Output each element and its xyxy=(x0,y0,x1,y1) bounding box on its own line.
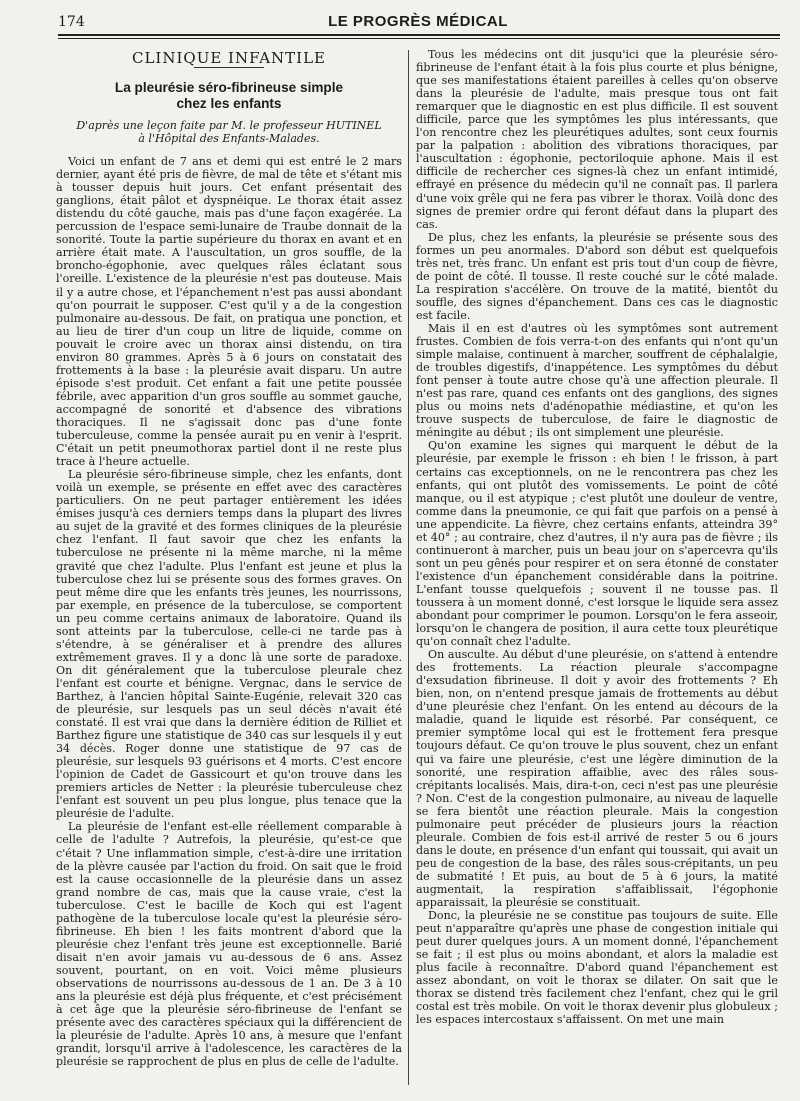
paragraph: La pleurésie de l'enfant est-elle réellement comparable à celle de l'adulte ? Autrefois, la pleurésie, qu'est-ce que c'était ? Une inflammation simple, c'est-à-dire une irritation de la plèvre causée par l'action du froid. On sait que le froid est la cause occasionnelle de la pleurésie dans un assez grand nombre de cas, mais que la cause vraie, c'est la tuberculose. C'est le bacille de Koch qui est l'agent pathogène de la tuberculose locale qu'est la pleurésie séro-fibrineuse. Eh bien ! les faits montrent d'abord que la pleurésie chez l'enfant très jeune est exceptionnelle. Barié disait n'en avoir jamais vu au-dessous de 6 ans. Assez souvent, pourtant, on en voit. Voici même plusieurs observations de nourrissons au-dessous de 1 an. De 3 à 10 ans la pleurésie est déjà plus fréquente, et c'est précisément à cet âge que la pleurésie séro-fibrineuse de l'enfant se présente avec des caractères spéciaux qui la différencient de la pleurésie de l'adulte. Après 10 ans, à mesure que l'enfant grandit, lorsqu'il arrive à l'adolescence, les caractères de la pleurésie se rapprochent de plus en plus de celle de l'adulte. xyxy=(56,820,402,1069)
paragraph: Qu'on examine les signes qui marquent le début de la pleurésie, par exemple le frisson : eh bien ! le frisson, à part certains cas exceptionnels, on ne le rencontrera pas chez les enfants, qui ont plutôt des vomissements. Le point de côté manque, ou il est atypique ; c'est plutôt une douleur de ventre, comme dans la pneumonie, ce qui fait que parfois on a pensé à une appendicite. La fièvre, chez certains enfants, atteindra 39° et 40° ; au contraire, chez d'autres, il n'y aura pas de fièvre ; ils continueront à marcher, puis un beau jour on s'apercevra qu'ils sont un peu gênés pour respirer et on sera étonné de constater l'existence d'un épanchement considérable dans la poitrine. L'enfant tousse quelquefois ; souvent il ne tousse pas. Il toussera à un moment donné, c'est lorsque le liquide sera assez abondant pour comprimer le poumon. Lorsqu'on le fera asseoir, lorsqu'on le changera de position, il aura cette toux pleurétique qu'on connaît chez l'adulte. xyxy=(416,439,778,649)
section-title-rule xyxy=(194,67,264,68)
article-title xyxy=(56,80,402,112)
article-byline xyxy=(56,120,402,145)
paragraph: On ausculte. Au début d'une pleurésie, on s'attend à entendre des frottements. La réaction pleurale s'accompagne d'exsudation fibrineuse. Il doit y avoir des frottements ? Eh bien, non, on n'entend presque jamais de frottements au début d'une pleurésie chez l'enfant. On les entend au décours de la maladie, quand le liquide est résorbé. Par conséquent, ce premier symptôme local qui est le frottement fera presque toujours défaut. Ce qu'on trouve le plus souvent, chez un enfant qui va faire une pleurésie, c'est une légère diminution de la sonorité, une respiration affaiblie, avec des râles sous-crépitants localisés. Mais, dira-t-on, ceci n'est pas une pleurésie ? Non. C'est de la congestion pulmonaire, au niveau de laquelle se fera bientôt une réaction pleurale. Mais la congestion pulmonaire peut précéder de plusieurs jours la réaction pleurale. Combien de fois est-il arrivé de rester 5 ou 6 jours dans le doute, en présence d'un enfant qui toussait, qui avait un peu de congestion de la base, des râles sous-crépitants, un peu de submatité ! Et puis, au bout de 5 à 6 jours, la matité augmentait, la respiration s'affaiblissait, l'égophonie apparaissait, la pleurésie se constituait. xyxy=(416,648,778,910)
paragraph: Tous les médecins ont dit jusqu'ici que la pleurésie séro-fibrineuse de l'enfant était à la fois plus courte et plus bénigne, que ses manifestations étaient pareilles à celles qu'on observe dans la pleurésie de l'adulte, mais presque tous ont fait remarquer que le diagnostic en est plus difficile. Il est souvent difficile, parce que les symptômes les plus intéressants, que l'on rencontre chez les pleurétiques adultes, sont ceux fournis par la palpation : abolition des vibrations thoraciques, par l'auscultation : égophonie, pectoriloquie aphone. Mais il est difficile de rechercher ces signes-là chez un enfant intimidé, effrayé en présence du médecin qu'il ne connaît pas. Il parlera d'une voix grêle qui ne fera pas vibrer le thorax. Voilà donc des signes de premier ordre qui feront défaut dans la plupart des cas. xyxy=(416,48,778,231)
article-title-line-2: chez les enfants xyxy=(176,96,282,112)
page-header xyxy=(58,12,778,32)
paragraph: Voici un enfant de 7 ans et demi qui est entré le 2 mars dernier, ayant été pris de fièvre, de mal de tête et s'étant mis à tousser depuis huit jours. Cet enfant présentait des ganglions, était pâlot et dyspnéique. Le thorax était assez distendu du côté gauche, mais pas d'une façon exagérée. La percussion de l'espace semi-lunaire de Traube donnait de la sonorité. Toute la partie supérieure du thorax en avant et en arrière était mate. A l'auscultation, un gros souffle, de la broncho-égophonie, avec quelques râles éclatant sous l'oreille. L'existence de la pleurésie n'est pas douteuse. Mais il y a autre chose, et l'épanchement n'est pas aussi abondant qu'on pourrait le supposer. C'est qu'il y a de la congestion pulmonaire au-dessous. De fait, on pratiqua une ponction, et au lieu de tirer d'un coup un litre de liquide, comme on pouvait le croire avec un thorax ainsi distendu, on tira environ 80 grammes. Après 5 à 6 jours on constatait des frottements à la base : la pleurésie avait disparu. Un autre épisode s'est produit. Cet enfant a fait une petite poussée fébrile, avec apparition d'un gros souffle au sommet gauche, accompagné de sonorité et d'absence des vibrations thoraciques. Il ne s'agissait donc pas d'une fonte tuberculeuse, comme la pensée aurait pu en venir à l'esprit. C'était un petit pneumothorax partiel dont il ne reste plus trace à l'heure actuelle. xyxy=(56,155,402,469)
header-rule xyxy=(58,34,780,36)
paragraph: De plus, chez les enfants, la pleurésie se présente sous des formes un peu anormales. D'abord son début est quelquefois très net, très franc. Un enfant est pris tout d'un coup de fièvre, de point de côté. Il tousse. Il reste couché sur le côté malade. La respiration s'accélère. On trouve de la matité, bientôt du souffle, des signes d'épanchement. Dans ces cas le diagnostic est facile. xyxy=(416,230,778,322)
paragraph: Mais il en est d'autres où les symptômes sont autrement frustes. Combien de fois verra-t-on des enfants qui n'ont qu'un simple malaise, continuent à marcher, souffrent de céphalalgie, de troubles digestifs, d'inappétence. Les symptômes du début font penser à toute autre chose qu'à une affection pleurale. Il n'est pas rare, quand ces enfants ont des ganglions, des signes plus ou moins nets d'adénopathie médiastine, et qu'on les trouve suspects de tuberculose, de faire le diagnostic de méningite au début ; ils ont simplement une pleurésie. xyxy=(416,321,778,440)
paragraph: Donc, la pleurésie ne se constitue pas toujours de suite. Elle peut n'apparaître qu'après une phase de congestion initiale qui peut durer quelques jours. A un moment donné, l'épanchement se fait ; il est plus ou moins abondant, et alors la maladie est plus facile à reconnaître. D'abord quand l'épanchement est assez abondant, on voit le thorax se dilater. On sait que le thorax se distend très facilement chez l'enfant, chez qui le gril costal est très mobile. On voit le thorax devenir plus globuleux ; les espaces intercostaux s'affaissent. On met une main xyxy=(416,909,778,1027)
section-title: CLINIQUE INFANTILE xyxy=(131,49,327,67)
paragraph: La pleurésie séro-fibrineuse simple, chez les enfants, dont voilà un exemple, se présente en effet avec des caractères particuliers. On ne peut partager entièrement les idées émises jusqu'à ces derniers temps dans la plupart des livres au sujet de la gravité et des formes cliniques de la pleurésie chez l'enfant. Il faut savoir que chez les enfants la tuberculose ne présente ni la même marche, ni la même gravité que chez l'adulte. Plus l'enfant est jeune et plus la tuberculose chez lui se présente sous des formes graves. On peut même dire que les enfants très jeunes, les nourrissons, par exemple, en présence de la tuberculose, se comportent un peu comme certains animaux de laboratoire. Quand ils sont atteints par la tuberculose, celle-ci ne tarde pas à s'étendre, à se généraliser et à prendre des allures extrêmement graves. Il y a donc là une sorte de paradoxe. On dit généralement que la tuberculose pleurale chez l'enfant est courte et bénigne. Vergnac, dans le service de Barthez, à l'ancien hôpital Sainte-Eugénie, relevait 320 cas de pleurésie, sur lesquels pas un seul décès n'avait été constaté. Il est vrai que dans la dernière édition de Rilliet et Barthez figure une statistique de 340 cas sur lesquels il y eut 34 décès. Roger donne une statistique de 97 cas de pleurésie, sur lesquels 93 guérisons et 4 morts. C'est encore l'opinion de Cadet de Gassicourt et qu'on trouve dans les premiers articles de Netter : la pleurésie tuberculeuse chez l'enfant est souvent un peu plus longue, plus tenace que la pleurésie de l'adulte. xyxy=(56,468,402,821)
column-divider xyxy=(408,50,409,1085)
byline-line-2: à l'Hôpital des Enfants-Malades. xyxy=(138,131,320,145)
left-column xyxy=(56,48,402,1088)
journal-title: LE PROGRÈS MÉDICAL xyxy=(328,13,508,30)
right-column xyxy=(416,48,778,1088)
header-rule-thin xyxy=(58,38,780,39)
byline-line-1: D'après une leçon faite par M. le professeur HUTINEL xyxy=(76,119,382,133)
page-number: 174 xyxy=(58,14,85,30)
article-title-line-1: La pleurésie séro-fibrineuse simple xyxy=(114,80,344,96)
